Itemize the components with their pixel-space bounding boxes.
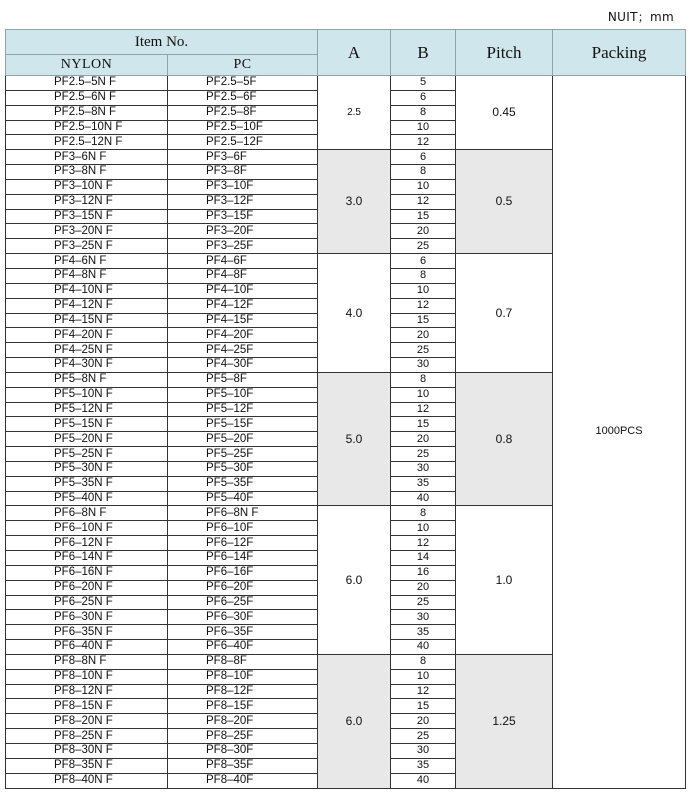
pc-cell: PF5–35F bbox=[168, 476, 318, 491]
pc-cell: PF4–10F bbox=[168, 283, 318, 298]
pc-cell: PF5–12F bbox=[168, 402, 318, 417]
nylon-header: NYLON bbox=[6, 55, 168, 76]
b-cell: 12 bbox=[391, 135, 456, 150]
b-cell: 10 bbox=[391, 669, 456, 684]
pc-cell: PF3–15F bbox=[168, 209, 318, 224]
pc-cell: PF3–10F bbox=[168, 179, 318, 194]
nylon-cell: PF5–20N F bbox=[6, 432, 168, 447]
pc-cell: PF6–16F bbox=[168, 565, 318, 580]
b-cell: 8 bbox=[391, 165, 456, 180]
nylon-cell: PF3–8N F bbox=[6, 165, 168, 180]
nylon-cell: PF3–6N F bbox=[6, 150, 168, 165]
packing-cell: 1000PCS bbox=[553, 76, 686, 789]
b-cell: 5 bbox=[391, 76, 456, 91]
b-cell: 25 bbox=[391, 447, 456, 462]
pc-cell: PF2.5–12F bbox=[168, 135, 318, 150]
b-cell: 10 bbox=[391, 120, 456, 135]
table-row bbox=[6, 76, 686, 91]
pc-cell: PF8–15F bbox=[168, 699, 318, 714]
nylon-cell: PF5–15N F bbox=[6, 417, 168, 432]
nylon-cell: PF4–10N F bbox=[6, 283, 168, 298]
b-cell: 12 bbox=[391, 684, 456, 699]
b-cell: 20 bbox=[391, 224, 456, 239]
pitch-cell: 0.5 bbox=[456, 150, 553, 254]
pc-cell: PF4–12F bbox=[168, 298, 318, 313]
pc-cell: PF5–20F bbox=[168, 432, 318, 447]
pc-cell: PF4–20F bbox=[168, 328, 318, 343]
b-cell: 25 bbox=[391, 239, 456, 254]
nylon-cell: PF5–12N F bbox=[6, 402, 168, 417]
nylon-cell: PF3–10N F bbox=[6, 179, 168, 194]
pc-cell: PF3–20F bbox=[168, 224, 318, 239]
pc-cell: PF4–30F bbox=[168, 358, 318, 373]
pc-cell: PF2.5–8F bbox=[168, 105, 318, 120]
b-cell: 30 bbox=[391, 610, 456, 625]
pc-cell: PF2.5–10F bbox=[168, 120, 318, 135]
a-cell: 6.0 bbox=[318, 654, 391, 788]
pc-cell: PF3–6F bbox=[168, 150, 318, 165]
b-cell: 30 bbox=[391, 743, 456, 758]
b-cell: 30 bbox=[391, 461, 456, 476]
nylon-cell: PF4–6N F bbox=[6, 254, 168, 269]
a-cell: 5.0 bbox=[318, 372, 391, 506]
nylon-cell: PF5–25N F bbox=[6, 447, 168, 462]
nylon-cell: PF2.5–5N F bbox=[6, 76, 168, 91]
b-cell: 30 bbox=[391, 358, 456, 373]
pc-cell: PF3–8F bbox=[168, 165, 318, 180]
pitch-cell: 0.7 bbox=[456, 254, 553, 373]
b-cell: 10 bbox=[391, 521, 456, 536]
pc-cell: PF2.5–5F bbox=[168, 76, 318, 91]
nylon-cell: PF2.5–10N F bbox=[6, 120, 168, 135]
nylon-cell: PF6–40N F bbox=[6, 640, 168, 655]
b-cell: 6 bbox=[391, 254, 456, 269]
spec-table-body bbox=[6, 76, 686, 789]
b-cell: 15 bbox=[391, 209, 456, 224]
b-cell: 8 bbox=[391, 268, 456, 283]
pc-cell: PF8–12F bbox=[168, 684, 318, 699]
nylon-cell: PF2.5–6N F bbox=[6, 90, 168, 105]
b-cell: 15 bbox=[391, 699, 456, 714]
b-cell: 40 bbox=[391, 640, 456, 655]
pc-cell: PF8–35F bbox=[168, 758, 318, 773]
nylon-cell: PF2.5–12N F bbox=[6, 135, 168, 150]
b-cell: 16 bbox=[391, 565, 456, 580]
pc-cell: PF4–6F bbox=[168, 254, 318, 269]
b-cell: 12 bbox=[391, 536, 456, 551]
item-no-header: Item No. bbox=[6, 30, 318, 55]
b-cell: 40 bbox=[391, 491, 456, 506]
nylon-cell: PF5–40N F bbox=[6, 491, 168, 506]
a-cell: 2.5 bbox=[318, 76, 391, 150]
unit-label: NUIT；mm bbox=[607, 10, 674, 24]
b-cell: 20 bbox=[391, 432, 456, 447]
pc-cell: PF5–40F bbox=[168, 491, 318, 506]
b-cell: 20 bbox=[391, 714, 456, 729]
nylon-cell: PF8–40N F bbox=[6, 773, 168, 788]
b-cell: 6 bbox=[391, 90, 456, 105]
b-cell: 20 bbox=[391, 328, 456, 343]
pc-cell: PF8–25F bbox=[168, 729, 318, 744]
nylon-cell: PF6–12N F bbox=[6, 536, 168, 551]
pc-cell: PF4–8F bbox=[168, 268, 318, 283]
pc-header: PC bbox=[168, 55, 318, 76]
pc-cell: PF5–8F bbox=[168, 372, 318, 387]
b-cell: 25 bbox=[391, 343, 456, 358]
b-cell: 14 bbox=[391, 551, 456, 566]
nylon-cell: PF6–30N F bbox=[6, 610, 168, 625]
pc-cell: PF3–12F bbox=[168, 194, 318, 209]
pc-cell: PF6–20F bbox=[168, 580, 318, 595]
nylon-cell: PF6–10N F bbox=[6, 521, 168, 536]
nylon-cell: PF5–8N F bbox=[6, 372, 168, 387]
b-cell: 15 bbox=[391, 417, 456, 432]
pitch-cell: 1.25 bbox=[456, 654, 553, 788]
b-cell: 12 bbox=[391, 298, 456, 313]
pc-cell: PF5–15F bbox=[168, 417, 318, 432]
a-cell: 4.0 bbox=[318, 254, 391, 373]
pc-cell: PF5–25F bbox=[168, 447, 318, 462]
spec-table bbox=[5, 29, 686, 789]
pc-cell: PF5–30F bbox=[168, 461, 318, 476]
nylon-cell: PF8–30N F bbox=[6, 743, 168, 758]
a-cell: 3.0 bbox=[318, 150, 391, 254]
b-cell: 8 bbox=[391, 654, 456, 669]
nylon-cell: PF8–15N F bbox=[6, 699, 168, 714]
nylon-cell: PF4–30N F bbox=[6, 358, 168, 373]
b-cell: 12 bbox=[391, 402, 456, 417]
nylon-cell: PF8–12N F bbox=[6, 684, 168, 699]
nylon-cell: PF6–14N F bbox=[6, 551, 168, 566]
nylon-cell: PF2.5–8N F bbox=[6, 105, 168, 120]
pc-cell: PF8–30F bbox=[168, 743, 318, 758]
b-cell: 8 bbox=[391, 506, 456, 521]
nylon-cell: PF4–12N F bbox=[6, 298, 168, 313]
nylon-cell: PF8–10N F bbox=[6, 669, 168, 684]
nylon-cell: PF4–15N F bbox=[6, 313, 168, 328]
packing-header: Packing bbox=[553, 30, 686, 76]
pc-cell: PF8–20F bbox=[168, 714, 318, 729]
b-cell: 15 bbox=[391, 313, 456, 328]
pc-cell: PF2.5–6F bbox=[168, 90, 318, 105]
nylon-cell: PF4–25N F bbox=[6, 343, 168, 358]
pc-cell: PF6–14F bbox=[168, 551, 318, 566]
nylon-cell: PF3–15N F bbox=[6, 209, 168, 224]
b-cell: 35 bbox=[391, 758, 456, 773]
nylon-cell: PF3–25N F bbox=[6, 239, 168, 254]
b-cell: 10 bbox=[391, 387, 456, 402]
a-cell: 6.0 bbox=[318, 506, 391, 654]
b-cell: 8 bbox=[391, 372, 456, 387]
pc-cell: PF6–12F bbox=[168, 536, 318, 551]
b-cell: 25 bbox=[391, 595, 456, 610]
b-cell: 10 bbox=[391, 283, 456, 298]
pc-cell: PF8–40F bbox=[168, 773, 318, 788]
nylon-cell: PF4–20N F bbox=[6, 328, 168, 343]
nylon-cell: PF8–8N F bbox=[6, 654, 168, 669]
pc-cell: PF5–10F bbox=[168, 387, 318, 402]
nylon-cell: PF3–12N F bbox=[6, 194, 168, 209]
pc-cell: PF6–25F bbox=[168, 595, 318, 610]
b-header: B bbox=[391, 30, 456, 76]
pitch-header: Pitch bbox=[456, 30, 553, 76]
b-cell: 8 bbox=[391, 105, 456, 120]
pc-cell: PF3–25F bbox=[168, 239, 318, 254]
nylon-cell: PF6–20N F bbox=[6, 580, 168, 595]
nylon-cell: PF5–10N F bbox=[6, 387, 168, 402]
b-cell: 25 bbox=[391, 729, 456, 744]
pitch-cell: 0.45 bbox=[456, 76, 553, 150]
nylon-cell: PF6–16N F bbox=[6, 565, 168, 580]
pitch-cell: 1.0 bbox=[456, 506, 553, 654]
nylon-cell: PF8–20N F bbox=[6, 714, 168, 729]
nylon-cell: PF6–8N F bbox=[6, 506, 168, 521]
pc-cell: PF6–10F bbox=[168, 521, 318, 536]
b-cell: 35 bbox=[391, 476, 456, 491]
b-cell: 6 bbox=[391, 150, 456, 165]
pc-cell: PF8–8F bbox=[168, 654, 318, 669]
nylon-cell: PF6–35N F bbox=[6, 625, 168, 640]
a-header: A bbox=[318, 30, 391, 76]
pc-cell: PF6–40F bbox=[168, 640, 318, 655]
nylon-cell: PF3–20N F bbox=[6, 224, 168, 239]
pc-cell: PF8–10F bbox=[168, 669, 318, 684]
b-cell: 40 bbox=[391, 773, 456, 788]
b-cell: 20 bbox=[391, 580, 456, 595]
pitch-cell: 0.8 bbox=[456, 372, 553, 506]
pc-cell: PF6–30F bbox=[168, 610, 318, 625]
nylon-cell: PF8–25N F bbox=[6, 729, 168, 744]
nylon-cell: PF6–25N F bbox=[6, 595, 168, 610]
pc-cell: PF4–25F bbox=[168, 343, 318, 358]
b-cell: 12 bbox=[391, 194, 456, 209]
nylon-cell: PF4–8N F bbox=[6, 268, 168, 283]
nylon-cell: PF5–35N F bbox=[6, 476, 168, 491]
pc-cell: PF4–15F bbox=[168, 313, 318, 328]
b-cell: 10 bbox=[391, 179, 456, 194]
pc-cell: PF6–8N F bbox=[168, 506, 318, 521]
nylon-cell: PF5–30N F bbox=[6, 461, 168, 476]
nylon-cell: PF8–35N F bbox=[6, 758, 168, 773]
b-cell: 35 bbox=[391, 625, 456, 640]
pc-cell: PF6–35F bbox=[168, 625, 318, 640]
